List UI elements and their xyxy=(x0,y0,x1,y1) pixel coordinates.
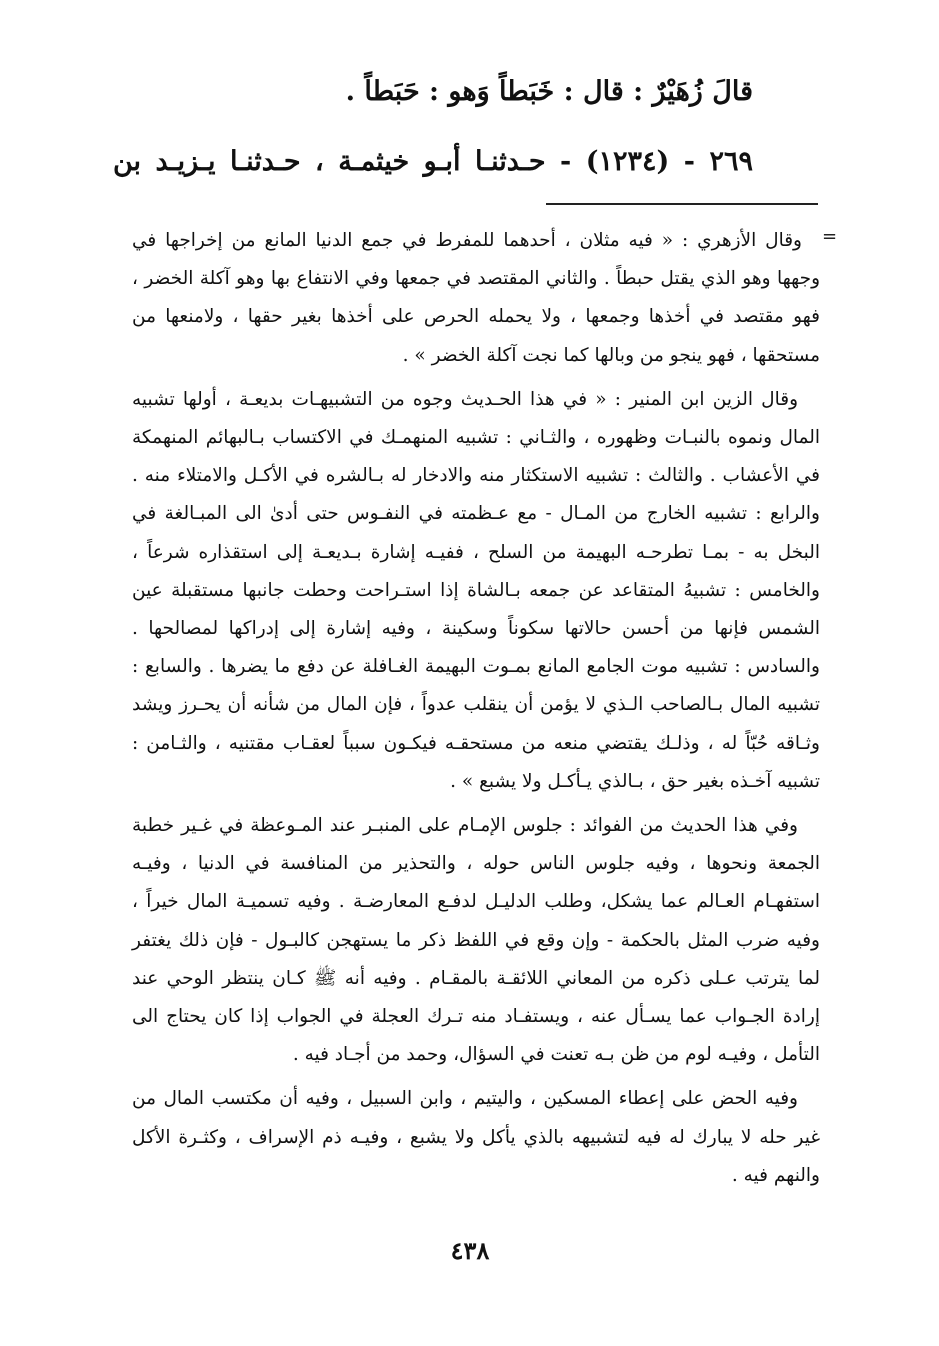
footnote-separator xyxy=(546,203,818,205)
hadith-text-line-1: قالَ زُهَيْرٌ : قال : خَبَطاً وَهو : حَبَطاً . xyxy=(345,76,753,107)
footnote-paragraph-azhari: وقال الأزهري : « فيه مثلان ، أحدهما للمفرط في جمع الدنيا المانع من إخراجها في وجهها وهو الذي يقتل حبطاً . والثاني المقتصد في جمعها وفي الانتفاع بها وهو آكلة الخضر ، فهو مقتصد في أخذها وجمعها ، ولا يحمله الحرص على أخذها بغير حقها ، ولامنعها من مستحقها ، فهو ينجو من وبالها كما نجت آكلة الخضر » . xyxy=(132,230,820,366)
footnote-paragraph-ibn-munir: وقال الزين ابن المنير : « في هذا الحـديث وجوه من التشبيهـات بديعـة ، أولها تشبيه المال ونموه بالنبـات وظهوره ، والثـاني : تشبيه المنهمـك في الاكتساب بـالبهائم المنهمكة في الأعشاب . والثالث : تشبيه الاستكثار منه والادخار له بـالشره في الأكـل والامتلاء منه . والرابع : تشبيه الخارج من المـال - مع عـظمته في النفـوس حتى أدىٰ الى المبـالغة في البخل به - بمـا تطرحـه البهيمة من السلح ، ففيـه إشارة بـديعـة إلى استقذاره شرعاً ، والخامس : تشبيهُ المتقاعد عن جمعه بـالشاة إذا استـراحت وحطت جانبها مستقبلة عين الشمس فإنها من أحسن حالاتها سكوناً وسكينة ، وفيه إشارة إلى إدراكها لمصالحها . والسادس : تشبيه موت الجامع المانع بمـوت البهيمة الغـافلة عن دفع ما يضرها . والسابع : تشبيه المال بـالصاحب الـذي لا يؤمن أن ينقلب عدواً ، فإن المال من شأنه أن يحـرز ويشد وثـاقه حُبّاً له ، وذلـك يقتضي منعه من مستحقـه فيكـون سبباً لعقـاب مقتنيه ، والثـامن : تشبيه آخـذه بغير حق ، بـالذي يـأكـل ولا يشبع » . xyxy=(132,388,820,792)
footnote-paragraph-charity: وفيه الحض على إعطاء المسكين ، واليتيم ، وابن السبيل ، وفيه أن مكتسب المال من غير حله لا يبارك له فيه لتشبيهه بالذي يأكل ولا يشبع ، وفيـه ذم الإسراف ، وكثـرة الأكل والنهم فيه . xyxy=(132,1088,820,1186)
page-number: ٤٣٨ xyxy=(450,1236,490,1265)
hadith-text-line-2: ٢٦٩ - (١٢٣٤) - حـدثنـا أبـو خيثمـة ، حـدثنـا يـزيـد بن xyxy=(113,146,754,177)
footnotes xyxy=(132,222,820,1201)
continuation-mark: = xyxy=(822,226,838,247)
footnote-paragraph-benefits: وفي هذا الحديث من الفوائد : جلوس الإمـام على المنبـر عند المـوعظة في غـير خطبة الجمعة ونحوها ، وفيه جلوس الناس حوله ، والتحذير من المنافسة في الدنيا ، وفيـه استفهـام العـالم عما يشكل، وطلب الدليـل لدفـع المعارضـة . وفيه تسميـة المال خيراً ، وفيه ضرب المثل بالحكمة - وإن وقع في اللفظ ذكر ما يستهجن كالبـول - فإن ذلك يغتفر لما يترتب عـلى ذكره من المعاني اللائقـة بالمقـام . وفيه أنه ﷺ كـان ينتظر الوحي عند إرادة الجـواب عما يسـأل عنه ، ويستفـاد منه تـرك العجلة في الجواب إذا كان يحتاج الى التأمل ، وفيـه لوم من ظن بـه تعنت في السؤال، وحمد من أجـاد فيه . xyxy=(132,815,820,1066)
